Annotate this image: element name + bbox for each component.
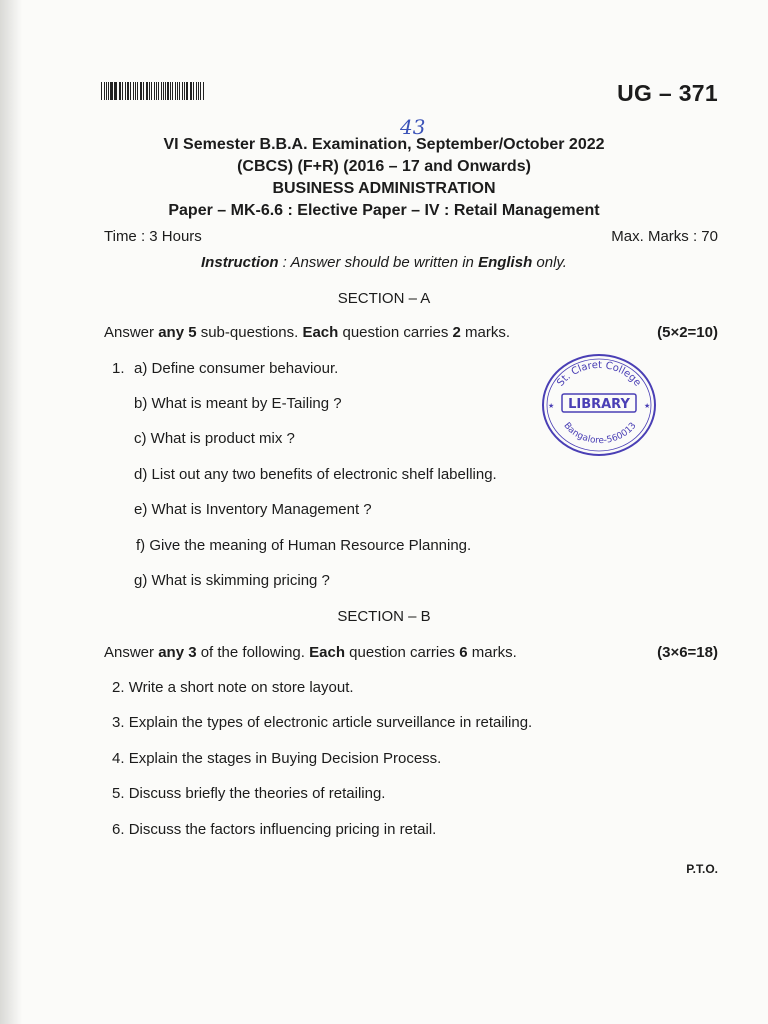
section-a-instruction xyxy=(104,324,718,341)
section-a-instr-each: Each xyxy=(302,324,339,341)
question-1f xyxy=(136,537,471,554)
question-1b-text: What is meant by E-Tailing ? xyxy=(151,395,342,412)
section-a-instr-text-4: marks. xyxy=(460,324,511,341)
barcode-bar xyxy=(179,82,180,100)
barcode-bar xyxy=(156,82,157,100)
question-1g xyxy=(134,572,330,589)
max-marks: Max. Marks : 70 xyxy=(611,228,718,245)
section-a-instr-marks: 2 xyxy=(452,324,461,341)
section-b-instr-each: Each xyxy=(309,644,345,661)
handwritten-note: 43 xyxy=(400,115,426,139)
barcode-bar xyxy=(140,82,141,100)
question-2-number: 2. xyxy=(112,679,125,696)
question-1c xyxy=(134,430,295,447)
stamp-bottom-text: Bangalore-560013 xyxy=(561,420,639,447)
barcode-bar xyxy=(186,82,188,100)
barcode-bar xyxy=(141,82,142,100)
question-1g-label: g) xyxy=(134,572,148,589)
barcode-bar xyxy=(177,82,178,100)
section-b-marks: (3×6=18) xyxy=(657,644,718,661)
question-1e-label: e) xyxy=(134,501,148,518)
question-1c-label: c) xyxy=(134,430,147,447)
question-3 xyxy=(112,714,532,731)
barcode-bar xyxy=(200,82,201,100)
question-1c-text: What is product mix ? xyxy=(150,430,295,447)
barcode-bar xyxy=(135,82,136,100)
time-marks-row xyxy=(104,228,718,245)
instruction-language: English xyxy=(478,254,533,271)
barcode-bar xyxy=(137,82,138,100)
barcode-bar xyxy=(115,82,116,100)
barcode-bar xyxy=(106,82,107,100)
barcode-bar xyxy=(196,82,197,100)
section-a-instr-text-2: sub-questions. xyxy=(196,324,303,341)
exam-title-block xyxy=(0,134,768,222)
section-b-instr-text: Answer xyxy=(104,644,159,661)
question-5-text: Discuss briefly the theories of retailing. xyxy=(128,785,386,802)
barcode-bar xyxy=(165,82,166,100)
barcode-bar xyxy=(114,82,115,100)
question-4-text: Explain the stages in Buying Decision Process. xyxy=(128,750,442,767)
section-a-instr-text: Answer xyxy=(104,324,159,341)
instruction-label: Instruction xyxy=(201,254,279,271)
instruction-text-end: only. xyxy=(532,254,567,271)
question-2-text: Write a short note on store layout. xyxy=(128,679,354,696)
question-1-number: 1. xyxy=(112,360,125,377)
barcode-bar xyxy=(133,82,134,100)
barcode-bar xyxy=(161,82,162,100)
question-6-text: Discuss the factors influencing pricing in retail. xyxy=(128,821,437,838)
barcode-bar xyxy=(101,82,102,100)
question-1f-label: f) xyxy=(136,537,146,554)
barcode-bar xyxy=(146,82,148,100)
question-1a xyxy=(134,360,338,377)
barcode-bar xyxy=(149,82,150,100)
library-stamp-icon xyxy=(540,352,658,458)
question-1a-text: Define consumer behaviour. xyxy=(151,360,339,377)
barcode-bar xyxy=(104,82,105,100)
stamp-center-text: LIBRARY xyxy=(568,397,630,412)
barcode-bar xyxy=(125,82,126,100)
question-1d-text: List out any two benefits of electronic shelf labelling. xyxy=(151,466,497,483)
question-1f-text: Give the meaning of Human Resource Planning. xyxy=(149,537,472,554)
barcode-bar xyxy=(191,82,192,100)
section-b-title: SECTION – B xyxy=(337,608,431,625)
question-1b-label: b) xyxy=(134,395,148,412)
barcode-bar xyxy=(170,82,171,100)
question-5-number: 5. xyxy=(112,785,125,802)
section-b-instruction xyxy=(104,644,718,661)
barcode-bar xyxy=(158,82,159,100)
section-b-instr-any: any 3 xyxy=(158,644,197,661)
section-b-instr-text-4: marks. xyxy=(467,644,517,661)
question-6-number: 6. xyxy=(112,821,125,838)
barcode-bar xyxy=(151,82,152,100)
instruction-text: : Answer should be written in xyxy=(278,254,479,271)
barcode-bar xyxy=(127,82,129,100)
barcode-bar xyxy=(167,82,169,100)
barcode-bar xyxy=(130,82,131,100)
question-3-number: 3. xyxy=(112,714,125,731)
question-1d-label: d) xyxy=(134,466,148,483)
barcode-bar xyxy=(203,82,204,100)
question-1d xyxy=(134,466,497,483)
barcode-icon xyxy=(101,82,205,100)
barcode-bar xyxy=(120,82,121,100)
instruction-line xyxy=(0,254,768,271)
exam-title-line-3: BUSINESS ADMINISTRATION xyxy=(272,180,496,197)
section-a-title: SECTION – A xyxy=(337,290,431,307)
question-1e-text: What is Inventory Management ? xyxy=(151,501,372,518)
section-a-instr-any: any 5 xyxy=(158,324,197,341)
barcode-bar xyxy=(122,82,123,100)
paper-code: UG – 371 xyxy=(617,80,718,106)
question-3-text: Explain the types of electronic article surveillance in retailing. xyxy=(128,714,533,731)
question-1b xyxy=(134,395,342,412)
barcode-bar xyxy=(198,82,199,100)
barcode-bar xyxy=(163,82,164,100)
barcode-bar xyxy=(143,82,144,100)
question-1a-label: a) xyxy=(134,360,148,377)
pto-label: P.T.O. xyxy=(686,862,718,876)
section-b-instr-text-2: of the following. xyxy=(196,644,310,661)
barcode-bar xyxy=(190,82,191,100)
time-duration: Time : 3 Hours xyxy=(104,228,202,245)
section-b-instr-marks: 6 xyxy=(459,644,468,661)
question-4 xyxy=(112,750,441,767)
barcode-bar xyxy=(184,82,185,100)
exam-title-line-1: VI Semester B.B.A. Examination, September/October 2022 xyxy=(163,136,605,153)
section-a-marks: (5×2=10) xyxy=(657,324,718,341)
barcode-bar xyxy=(172,82,173,100)
question-5 xyxy=(112,785,385,802)
exam-title-line-2: (CBCS) (F+R) (2016 – 17 and Onwards) xyxy=(237,158,531,175)
question-2 xyxy=(112,679,354,696)
question-6 xyxy=(112,821,436,838)
barcode-bar xyxy=(193,82,194,100)
question-1g-text: What is skimming pricing ? xyxy=(151,572,330,589)
stamp-star-right: ★ xyxy=(644,403,651,410)
exam-title-line-4: Paper – MK-6.6 : Elective Paper – IV : Retail Management xyxy=(168,202,600,219)
barcode-bar xyxy=(108,82,109,100)
barcode-bar xyxy=(154,82,155,100)
barcode-bar xyxy=(110,82,112,100)
question-1e xyxy=(134,501,372,518)
stamp-top-text: St. Claret College xyxy=(555,359,643,389)
section-a-instr-text-3: question carries xyxy=(338,324,453,341)
barcode-bar xyxy=(175,82,176,100)
stamp-star-left: ★ xyxy=(548,403,555,410)
section-b-instr-text-3: question carries xyxy=(344,644,460,661)
barcode-bar xyxy=(119,82,120,100)
question-4-number: 4. xyxy=(112,750,125,767)
barcode-bar xyxy=(182,82,183,100)
